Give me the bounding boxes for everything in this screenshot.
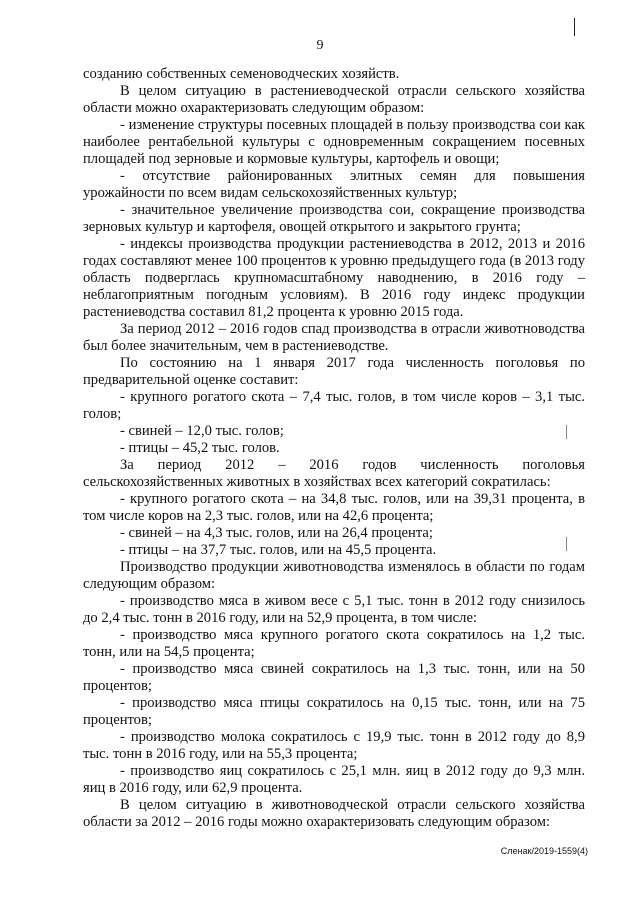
list-item: - свиней – на 4,3 тыс. голов, или на 26,4 процента;: [120, 525, 433, 541]
paragraph: По состоянию на 1 января 2017 года численность поголовья по предварительной оценке составит:: [83, 355, 585, 388]
paragraph: В целом ситуацию в растениеводческой отрасли сельского хозяйства области можно охарактеризовать следующим образом:: [83, 83, 585, 116]
list-item: - значительное увеличение производства сои, сокращение производства зерновых культур и картофеля, овощей открытого и закрытого грунта;: [83, 202, 585, 235]
paragraph: В целом ситуацию в животноводческой отрасли сельского хозяйства области за 2012 – 2016 годы можно охарактеризовать следующим образом:: [83, 797, 585, 830]
list-item: - птицы – на 37,7 тыс. голов, или на 45,5 процента.: [120, 542, 437, 558]
list-item: - крупного рогатого скота – на 34,8 тыс. голов, или на 39,31 процента, в том числе коров на 2,3 тыс. голов, или на 42,6 процента;: [83, 491, 585, 524]
document-body: [83, 66, 585, 831]
margin-mark: [574, 18, 575, 36]
paragraph: созданию собственных семеноводческих хозяйств.: [83, 66, 400, 82]
list-item: - производство яиц сократилось с 25,1 млн. яиц в 2012 году до 9,3 млн. яиц в 2016 году, или 62,9 процента.: [83, 763, 585, 796]
list-item: - птицы – 45,2 тыс. голов.: [120, 440, 280, 456]
list-item: - отсутствие районированных элитных семян для повышения урожайности по всем видам сельскохозяйственных культур;: [83, 168, 585, 201]
paragraph: Производство продукции животноводства изменялось в области по годам следующим образом:: [83, 559, 585, 592]
list-item: - индексы производства продукции растениеводства в 2012, 2013 и 2016 годах составляют менее 100 процентов к уровню предыдущего года (в 2013 году область подверглась крупномасштабному наводнению, в 2016 году – неблагоприятным погодным условиям). В 2016 году индекс продукции растениеводства составил 81,2 процента к уровню 2015 года.: [83, 236, 585, 320]
list-item: - производство мяса свиней сократилось на 1,3 тыс. тонн, или на 50 процентов;: [83, 661, 585, 694]
list-item: - крупного рогатого скота – 7,4 тыс. голов, в том числе коров – 3,1 тыс. голов;: [83, 389, 585, 422]
list-item: - свиней – 12,0 тыс. голов;: [120, 423, 284, 439]
list-item: - производство молока сократилось с 19,9 тыс. тонн в 2012 году до 8,9 тыс. тонн в 2016 году, или на 55,3 процента;: [83, 729, 585, 762]
document-code: Сленак/2019-1559(4): [500, 846, 588, 856]
paragraph: За период 2012 – 2016 годов численность поголовья сельскохозяйственных животных в хозяйствах всех категорий сократилась:: [83, 457, 585, 490]
list-item: - изменение структуры посевных площадей в пользу производства сои как наиболее рентабельной культуры с одновременным сокращением посевных площадей под зерновые и кормовые культуры, картофель и овощи;: [83, 117, 585, 167]
list-item: - производство мяса в живом весе с 5,1 тыс. тонн в 2012 году снизилось до 2,4 тыс. тонн в 2016 году, или на 52,9 процента, в том числе:: [83, 593, 585, 626]
page-number: 9: [316, 38, 324, 53]
list-item: - производство мяса птицы сократилось на 0,15 тыс. тонн, или на 75 процентов;: [83, 695, 585, 728]
list-item: - производство мяса крупного рогатого скота сократилось на 1,2 тыс. тонн, или на 54,5 процента;: [83, 627, 585, 660]
paragraph: За период 2012 – 2016 годов спад производства в отрасли животноводства был более значительным, чем в растениеводстве.: [83, 321, 585, 354]
